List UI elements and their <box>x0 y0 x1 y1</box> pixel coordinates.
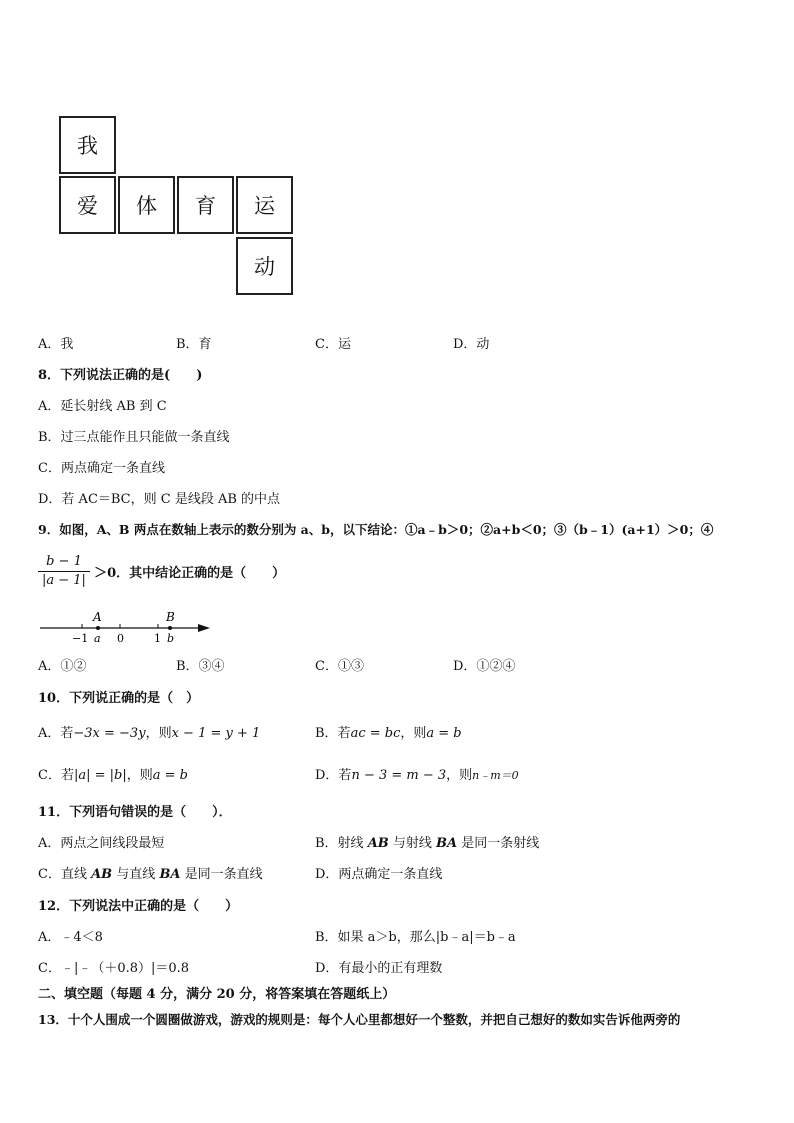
q11-stem: 11．下列语句错误的是（ ）． <box>38 805 232 820</box>
net-cell-2: 爱 <box>59 176 116 234</box>
q12-option-d: D．有最小的正有理数 <box>315 961 443 976</box>
q11-b-ray-ba: BA <box>436 836 458 851</box>
q10-b-result: a = b <box>426 726 462 741</box>
q9-stem-continued <box>38 553 285 590</box>
q9-fraction-numerator: b − 1 <box>38 553 90 572</box>
q10-a-then: ，则 <box>145 726 172 741</box>
q10-b-then: ，则 <box>400 726 427 741</box>
q10-a-result: x − 1 = y + 1 <box>171 726 261 741</box>
q10-option-d <box>315 764 519 783</box>
q10-c-then: ，则 <box>126 768 153 783</box>
q10-d-then: ，则 <box>446 768 473 783</box>
number-line-arrow <box>198 624 210 632</box>
q10-d-condition: n − 3 = m − 3 <box>351 768 447 783</box>
q11-c-prefix: C．直线 <box>38 867 92 882</box>
q11-c-suffix: 是同一条直线 <box>180 867 263 882</box>
q10-c-result: a = b <box>152 768 188 783</box>
q9-fraction-denominator: |a − 1| <box>42 573 86 588</box>
q7-option-b: B．育 <box>176 337 212 352</box>
q11-b-prefix: B．射线 <box>315 836 368 851</box>
q8-option-a: A．延长射线 AB 到 C <box>38 399 167 414</box>
q7-option-c: C．运 <box>315 337 351 352</box>
q11-option-d: D．两点确定一条直线 <box>315 867 443 882</box>
q11-c-line-ab: AB <box>91 867 113 882</box>
net-cell-6: 动 <box>236 237 293 295</box>
q11-c-line-ba: BA <box>159 867 181 882</box>
q11-option-b <box>315 832 539 851</box>
q13-stem: 13．十个人围成一个圆圈做游戏，游戏的规则是：每个人心里都想好一个整数，并把自己想好的数如实告诉他两旁的 <box>38 1012 681 1027</box>
net-cell-5: 运 <box>236 176 293 234</box>
tick-label-1: 1 <box>154 632 161 645</box>
q8-stem: 8．下列说法正确的是( ) <box>38 368 203 383</box>
q11-option-a: A．两点之间线段最短 <box>38 836 165 851</box>
q11-option-c <box>38 863 263 882</box>
point-b <box>168 626 172 630</box>
point-a <box>96 626 100 630</box>
q9-fraction <box>38 553 90 590</box>
q10-a-condition: −3x = −3y <box>73 726 146 741</box>
q12-stem: 12．下列说法中正确的是（ ） <box>38 899 239 914</box>
q10-stem: 10．下列说正确的是（ ） <box>38 691 200 706</box>
q7-option-d: D．动 <box>453 337 490 352</box>
q9-option-c: C．①③ <box>315 659 364 674</box>
q8-option-c: C．两点确定一条直线 <box>38 461 165 476</box>
q11-b-suffix: 是同一条射线 <box>457 836 540 851</box>
net-cell-3: 体 <box>118 176 175 234</box>
q10-b-condition: ac = bc <box>350 726 401 741</box>
label-A: A <box>93 610 102 624</box>
q12-option-b: B．如果 a＞b，那么|b﹣a|＝b﹣a <box>315 930 516 945</box>
net-cell-1: 我 <box>59 116 116 174</box>
q11-c-middle: 与直线 <box>112 867 160 882</box>
q9-option-a: A．①② <box>38 659 87 674</box>
q10-b-prefix: B．若 <box>315 726 351 741</box>
q11-b-ray-ab: AB <box>367 836 389 851</box>
q10-c-prefix: C．若 <box>38 768 74 783</box>
q10-d-result: n﹣m＝0 <box>472 769 519 782</box>
tick-label-a: a <box>94 632 101 645</box>
q12-option-a: A．﹣4＜8 <box>38 930 103 945</box>
q10-a-prefix: A．若 <box>38 726 74 741</box>
q10-option-c <box>38 764 188 783</box>
q10-option-b <box>315 722 462 741</box>
net-cell-4: 育 <box>177 176 234 234</box>
q8-option-b: B．过三点能作且只能做一条直线 <box>38 430 230 445</box>
q11-b-middle: 与射线 <box>388 836 437 851</box>
tick-label-b: b <box>167 632 175 645</box>
q7-option-a: A．我 <box>38 337 74 352</box>
q9-stem: 9．如图，A、B 两点在数轴上表示的数分别为 a、b，以下结论：①a﹣b＞0；②a+b＜0；③（b﹣1）(a+1）＞0；④ <box>38 522 714 537</box>
tick-label-minus1: −1 <box>72 632 89 645</box>
label-B: B <box>166 610 175 624</box>
tick-label-0: 0 <box>117 632 124 645</box>
q10-c-condition: |a| = |b| <box>73 768 127 783</box>
q9-stem-tail: ＞0．其中结论正确的是（ ） <box>94 566 286 581</box>
q12-option-c: C．﹣|﹣（＋0.8）|＝0.8 <box>38 961 190 976</box>
q9-option-b: B．③④ <box>176 659 225 674</box>
q9-option-d: D．①②④ <box>453 659 516 674</box>
number-line <box>38 608 213 648</box>
q10-d-prefix: D．若 <box>315 768 352 783</box>
section-2-heading: 二、填空题（每题 4 分，满分 20 分，将答案填在答题纸上） <box>38 987 396 1002</box>
q10-option-a <box>38 722 260 741</box>
q8-option-d: D．若 AC＝BC，则 C 是线段 AB 的中点 <box>38 492 281 507</box>
